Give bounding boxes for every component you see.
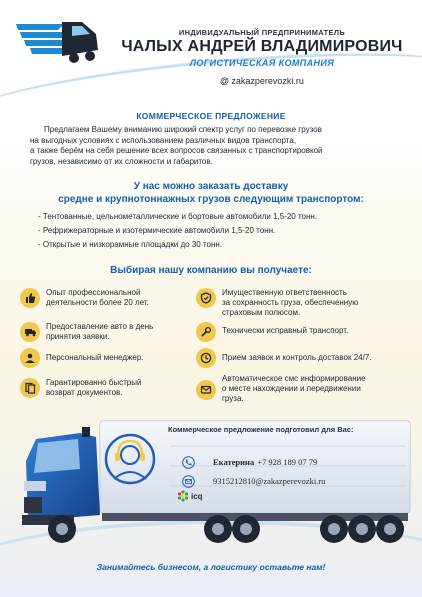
delivery-title bbox=[0, 180, 422, 206]
at-icon: @ bbox=[220, 76, 229, 86]
email-icon bbox=[181, 474, 195, 488]
benefit-item: Предоставление авто в день принятия заявки. bbox=[20, 322, 153, 342]
list-item: - Открытые и низкорамные площадки до 30 тонн. bbox=[38, 240, 223, 249]
delivery-title-line1: У нас можно заказать доставку bbox=[133, 181, 289, 192]
icq-contact[interactable] bbox=[177, 490, 203, 502]
header-tagline: ЛОГИСТИЧЕСКАЯ КОМПАНИЯ bbox=[189, 58, 335, 68]
contact-person: Екатерина bbox=[213, 457, 255, 467]
benefit-item: Персональный менеджер. bbox=[20, 348, 144, 368]
contact-phone[interactable]: +7 928 189 07 79 bbox=[257, 457, 318, 467]
benefit-item: Опыт профессиональной деятельности более 20 лет. bbox=[20, 288, 149, 308]
header-subtitle: ИНДИВИДУАЛЬНЫЙ ПРЕДПРИНИМАТЕЛЬ bbox=[178, 28, 346, 37]
offer-line: а также берём на себя решение всех вопросов связанных с транспортировкой bbox=[30, 146, 323, 156]
offer-text bbox=[30, 125, 400, 167]
icq-label: icq bbox=[191, 491, 203, 501]
icq-flower-icon bbox=[177, 490, 189, 502]
wrench-icon bbox=[196, 322, 216, 342]
header-company-name: ЧАЛЫХ АНДРЕЙ ВЛАДИМИРОВИЧ bbox=[121, 38, 403, 55]
benefit-item: Автоматическое смс информирование о месте нахождении и передвижении груза. bbox=[196, 374, 366, 404]
truck-icon bbox=[20, 322, 40, 342]
delivery-list bbox=[38, 210, 398, 252]
benefit-item: Технически исправный транспорт. bbox=[196, 322, 348, 342]
offer-line: на выгодных условиях с использованием различных видов транспорта, bbox=[30, 135, 297, 145]
list-item: - Рефрижераторные и изотермические автомобили 1,5-20 тонн. bbox=[38, 226, 276, 235]
website-link[interactable]: zakazperevozki.ru bbox=[231, 76, 304, 86]
benefit-item: Гарантированно быстрый возврат документов. bbox=[20, 378, 141, 398]
documents-icon bbox=[20, 378, 40, 398]
thumbs-up-icon bbox=[20, 288, 40, 308]
offer-title: КОММЕРЧЕСКОЕ ПРЕДЛОЖЕНИЕ bbox=[136, 111, 286, 121]
header-website[interactable] bbox=[112, 76, 412, 86]
shield-icon bbox=[196, 288, 216, 308]
company-logo bbox=[12, 10, 104, 70]
offer-line: Предлагаем Вашему вниманию широкий спектр услуг по перевозке грузов bbox=[44, 125, 322, 134]
benefits-title: Выбирая нашу компанию вы получаете: bbox=[110, 265, 312, 276]
contact-email-row[interactable] bbox=[181, 474, 325, 488]
contact-phone-row[interactable] bbox=[181, 455, 317, 469]
list-item: - Тентованные, цельнометаллические и бортовые автомобили 1,5-20 тонн. bbox=[38, 212, 318, 221]
offer-line: грузов, независимо от их сложности и габаритов. bbox=[30, 156, 213, 166]
benefit-item: Имущественную ответственность за сохранность груза, обеспеченную страховым полюсом. bbox=[196, 288, 358, 318]
phone-icon bbox=[181, 455, 195, 469]
contact-email[interactable]: 9315212810@zakazperevozki.ru bbox=[213, 476, 326, 486]
contact-panel-title: Коммерческое предложение подготовил для Вас: bbox=[168, 425, 354, 434]
benefit-item: Прием заявок и контроль доставок 24/7. bbox=[196, 348, 371, 368]
clock-icon bbox=[196, 348, 216, 368]
slogan: Занимайтесь бизнесом, а логистику оставьте нам! bbox=[96, 562, 326, 572]
sms-icon bbox=[196, 380, 216, 400]
manager-icon bbox=[20, 348, 40, 368]
delivery-title-line2: средне и крупнотоннажных грузов следующим транспортом: bbox=[58, 194, 364, 205]
